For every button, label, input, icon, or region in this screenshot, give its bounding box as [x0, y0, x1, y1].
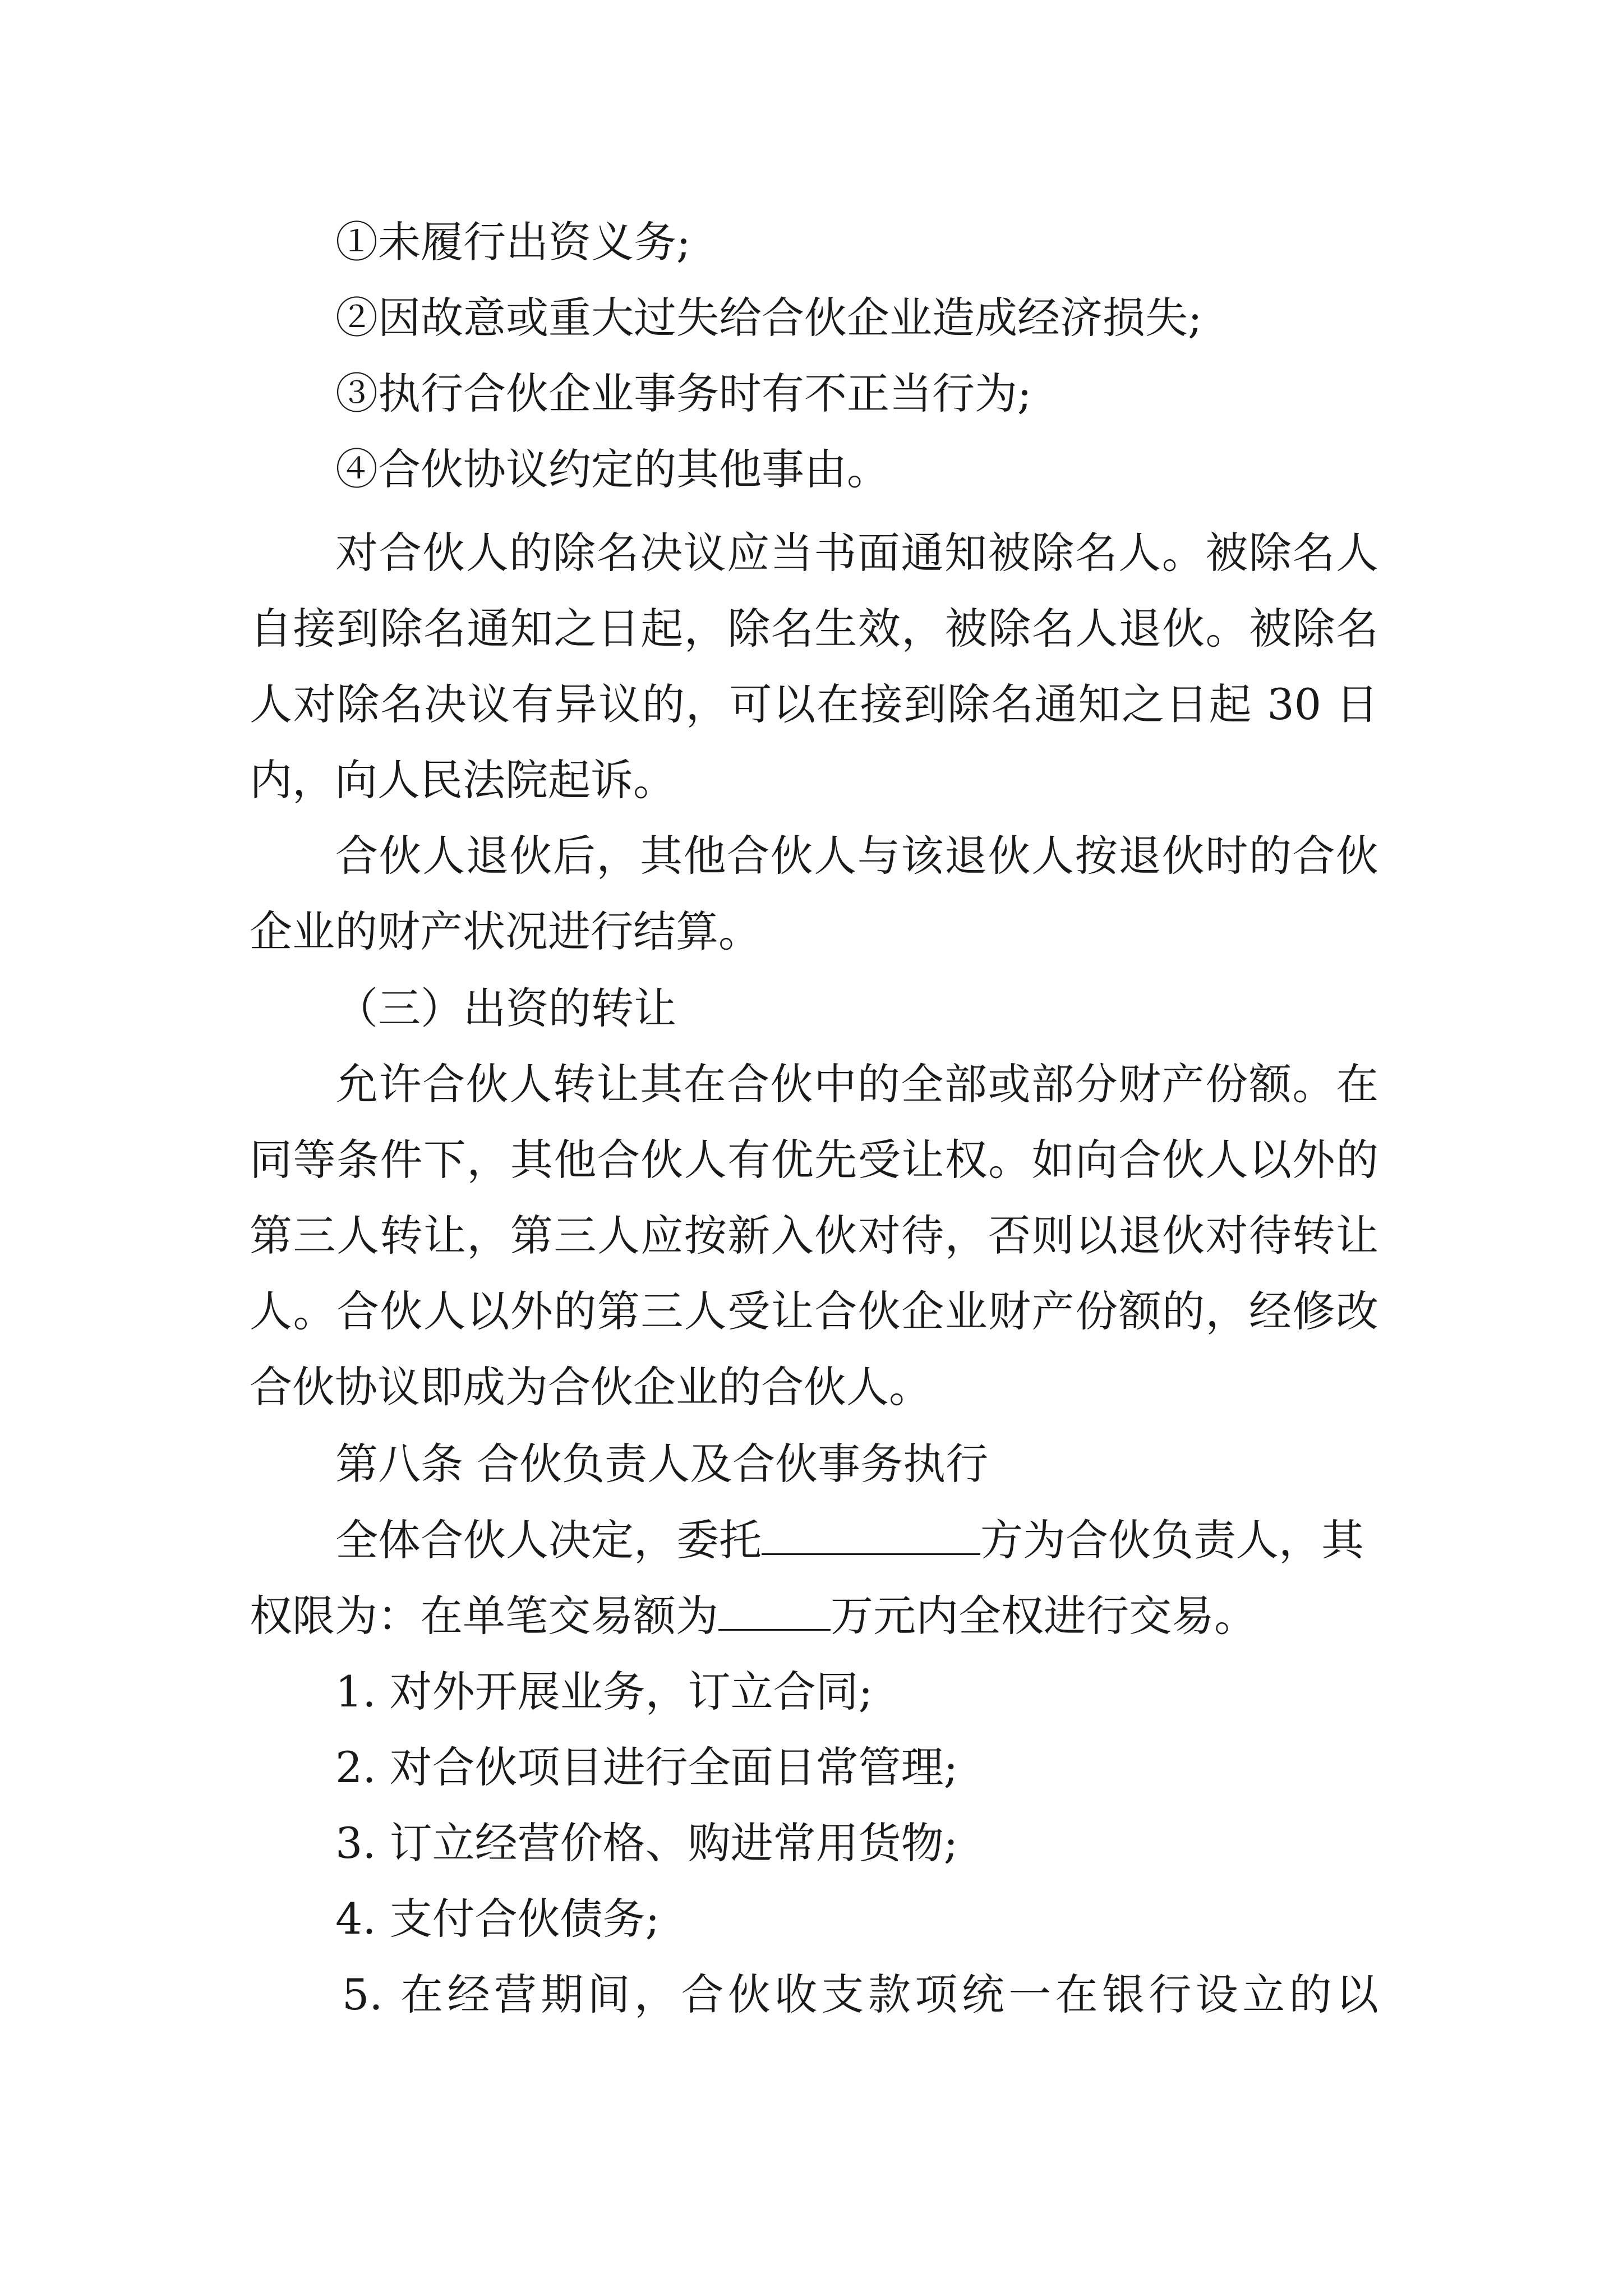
text-segment: 方为合伙负责人，其 [980, 1515, 1364, 1565]
text-segment: 全体合伙人决定，委托 [335, 1515, 762, 1565]
blank-field-responsible-party [762, 1516, 980, 1555]
paragraph-line: 内，向人民法院起诉。 [250, 755, 676, 805]
list-item: 5. 在经营期间，合伙收支款项统一在银行设立的以 [342, 1970, 1378, 2019]
list-item-1: ①未履行出资义务; [335, 217, 691, 267]
list-item-2: ②因故意或重大过失给合伙企业造成经济损失; [335, 293, 1202, 343]
paragraph-line: 合伙协议即成为合伙企业的合伙人。 [250, 1362, 932, 1412]
article-heading: 第八条 合伙负责人及合伙事务执行 [335, 1439, 989, 1489]
paragraph-line: 第三人转让，第三人应按新入伙对待，否则以退伙对待转让 [250, 1211, 1378, 1260]
paragraph-line: 自接到除名通知之日起，除名生效，被除名人退伙。被除名 [250, 604, 1378, 654]
list-item-4: ④合伙协议约定的其他事由。 [335, 444, 889, 494]
paragraph-line: 人。合伙人以外的第三人受让合伙企业财产份额的，经修改 [250, 1286, 1378, 1336]
paragraph-line: 同等条件下，其他合伙人有优先受让权。如向合伙人以外的 [250, 1135, 1378, 1185]
paragraph-line: 允许合伙人转让其在合伙中的全部或部分财产份额。在 [335, 1059, 1378, 1109]
list-item: 4. 支付合伙债务; [335, 1894, 660, 1944]
list-item-3: ③执行合伙企业事务时有不正当行为; [335, 369, 1032, 418]
blank-field-amount [718, 1592, 831, 1631]
paragraph-line [335, 1512, 1364, 1568]
paragraph-line: 人对除名决议有异议的，可以在接到除名通知之日起 30 日 [250, 679, 1378, 729]
list-item: 2. 对合伙项目进行全面日常管理; [335, 1742, 958, 1792]
paragraph-line: 合伙人退伙后，其他合伙人与该退伙人按退伙时的合伙 [335, 831, 1378, 881]
text-segment: 万元内全权进行交易。 [831, 1591, 1257, 1641]
paragraph-line [250, 1588, 1257, 1644]
paragraph-line: 企业的财产状况进行结算。 [250, 907, 761, 956]
text-segment: 权限为：在单笔交易额为 [250, 1591, 718, 1641]
paragraph-line: 对合伙人的除名决议应当书面通知被除名人。被除名人 [335, 528, 1378, 578]
section-heading: （三）出资的转让 [335, 983, 676, 1033]
list-item: 3. 订立经营价格、购进常用货物; [335, 1818, 958, 1868]
list-item: 1. 对外开展业务，订立合同; [335, 1667, 873, 1717]
